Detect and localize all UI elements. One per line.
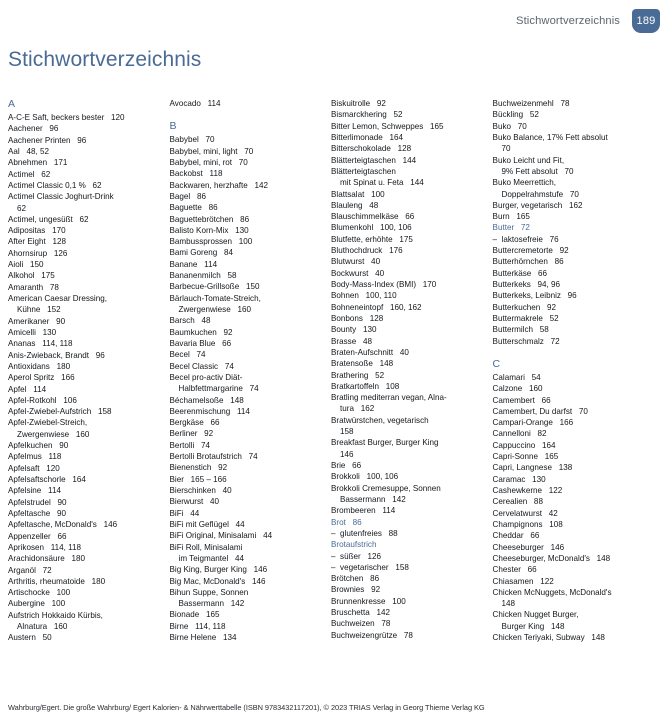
index-entry-continuation: Alnatura 160 (17, 622, 68, 632)
index-letter-heading: A (8, 98, 16, 110)
index-entry: Arthritis, rheumatoide 180 (8, 576, 106, 586)
index-entry: Aachener Printen 96 (8, 135, 87, 145)
index-entry: Bihun Suppe, Sonnen (169, 587, 249, 597)
index-entry: Apfelsine 114 (8, 486, 61, 496)
index-entry: Calamari 54 (492, 372, 541, 382)
footer-copyright: Wahrburg/Egert. Die große Wahrburg/ Egert Kalorien- & Nährwerttabelle (ISBN 9783432117201), © 2023 TRIAS Verlag in Georg Thieme Verlag KG (8, 703, 485, 712)
index-entry: Bohneneintopf 160, 162 (331, 302, 422, 312)
index-entry: Arganöl 72 (8, 565, 52, 575)
index-entry-continuation: Halbfettmargarine 74 (178, 384, 259, 394)
index-letter-heading: C (492, 357, 501, 370)
index-entry: Buko Leicht und Fit, (492, 155, 565, 165)
page-title: Stichwortverzeichnis (8, 48, 202, 71)
index-entry: Butterkuchen 92 (492, 302, 556, 312)
index-entry: Antioxidans 180 (8, 361, 71, 371)
index-entry: Bismarckhering 52 (331, 110, 403, 120)
index-entry: Buchweizenmehl 78 (492, 99, 570, 108)
index-entry: Big Mac, McDonald's 146 (169, 576, 266, 586)
index-entry: Bierwurst 40 (169, 497, 219, 507)
index-entry: Breakfast Burger, Burger King (331, 438, 439, 448)
index-entry: Béchamelsoße 148 (169, 395, 244, 405)
running-header (516, 8, 660, 34)
index-entry: Aprikosen 114, 118 (8, 542, 82, 552)
index-letter-heading: B (169, 120, 177, 133)
running-header-title: Stichwortverzeichnis (516, 15, 620, 27)
index-entry: Abnehmen 171 (8, 158, 68, 168)
index-entry: Brathering 52 (331, 370, 385, 380)
index-entry: Caramac 130 (492, 474, 546, 484)
index-entry: Buchweizengrütze 78 (331, 630, 413, 640)
index-entry: Bratensoße 148 (331, 359, 394, 369)
index-entry: American Caesar Dressing, (8, 294, 107, 303)
index-entry: Bohnen 100, 110 (331, 291, 397, 301)
index-entry: Apfelmus 118 (8, 452, 62, 462)
index-entry: Backwaren, herzhafte 142 (169, 180, 269, 190)
index-entry: Bagel 86 (169, 191, 206, 201)
index-entry: Bärlauch-Tomate-Streich, (169, 293, 261, 303)
index-entry: Calzone 160 (492, 384, 543, 394)
index-entry: Aperol Spritz 166 (8, 373, 75, 383)
index-entry: Butterschmalz 72 (492, 336, 560, 346)
index-column-2 (170, 98, 330, 680)
index-entry: Apfel-Zwiebel-Streich, (8, 418, 88, 428)
index-entry: Blauleng 48 (331, 200, 379, 210)
index-entry: Barsch 48 (169, 316, 211, 326)
index-entry: Actimel Classic 0,1 % 62 (8, 180, 102, 190)
index-entry: Baguettebrötchen 86 (169, 214, 250, 224)
index-entry: Brokkoli Cremesuppe, Sonnen (331, 483, 441, 493)
index-entry-continuation: Doppelrahmstufe 70 (501, 189, 579, 199)
index-entry: Actimel, ungesüßt 62 (8, 214, 89, 224)
index-entry: Buttermakrele 52 (492, 313, 559, 323)
index-entry: Anis-Zwieback, Brandt 96 (8, 350, 105, 360)
index-entry: – glutenfreies 88 (331, 528, 398, 538)
index-entry: Blätterteigtaschen (331, 166, 396, 176)
index-entry: Bienenstich 92 (169, 463, 228, 473)
index-entry: Baguette 86 (169, 203, 218, 213)
index-entry: Brie 66 (331, 461, 362, 470)
index-entry: Campari-Orange 166 (492, 418, 574, 428)
index-entry: Bratwürstchen, vegetarisch (331, 415, 429, 425)
index-entry: – vegetarischer 158 (331, 562, 409, 572)
index-entry: Bitterlimonade 164 (331, 132, 404, 142)
index-entry: Buchweizen 78 (331, 619, 391, 629)
page-number-badge: 189 (632, 9, 660, 33)
index-column-3 (331, 98, 491, 680)
index-entry: Butter 72 (492, 223, 530, 233)
index-entry: Barbecue-Grillsoße 150 (169, 282, 260, 292)
index-entry: Babybel, mini, rot 70 (169, 157, 248, 167)
index-entry-continuation: Burger King 148 (501, 621, 565, 631)
index-entry: Brownies 92 (331, 585, 381, 595)
index-entry: Brötchen 86 (331, 574, 380, 584)
index-entry: Avocado 114 (169, 99, 221, 108)
index-entry: Apfel-Zwiebel-Aufstrich 158 (8, 407, 112, 417)
index-entry: Backobst 118 (169, 169, 223, 179)
index-entry: Adipositas 170 (8, 226, 66, 236)
index-entry: Blauschimmelkäse 66 (331, 212, 415, 222)
index-entry: Brot 86 (331, 517, 362, 527)
index-entry: BiFi mit Geflügel 44 (169, 519, 245, 529)
index-entry: Champignons 108 (492, 519, 563, 529)
index-entry: Brasse 48 (331, 336, 372, 346)
index-entry: Cappuccino 164 (492, 440, 556, 450)
index-entry-continuation: Zwergenwiese 160 (17, 429, 90, 439)
index-entry: Apfel-Rotkohl 106 (8, 395, 77, 405)
index-entry: Amicelli 130 (8, 327, 57, 337)
index-entry: After Eight 128 (8, 237, 67, 247)
index-entry: Bratling mediterran vegan, Alna- (331, 393, 447, 403)
index-entry: Birne 114, 118 (169, 621, 226, 631)
index-entry: BiFi 44 (169, 508, 200, 518)
index-entry: Ahornsirup 126 (8, 248, 68, 258)
index-spacer (493, 347, 666, 358)
index-entry: Bückling 52 (492, 110, 539, 120)
index-entry: Beerenmischung 114 (169, 406, 250, 416)
index-entry: Biskuitrolle 92 (331, 99, 386, 108)
index-entry: Cheeseburger, McDonald's 148 (492, 553, 611, 563)
index-entry-continuation: tura 162 (340, 404, 375, 414)
index-entry: Butterkäse 66 (492, 268, 547, 278)
index-entry: Buko Meerrettich, (492, 178, 556, 188)
index-entry-continuation: 70 (501, 144, 511, 154)
index-entry: Bionade 165 (169, 610, 220, 620)
index-entry: Blutwurst 40 (331, 257, 381, 267)
index-entry: Babybel, mini, light 70 (169, 146, 254, 156)
index-entry-continuation: im Teigmantel 44 (178, 553, 245, 563)
index-entry: Braten-Aufschnitt 40 (331, 347, 409, 357)
index-entry: Bierschinken 40 (169, 486, 232, 495)
index-entry: Cheddar 66 (492, 531, 540, 541)
index-column-1 (8, 98, 168, 680)
index-entry: Amerikaner 90 (8, 316, 66, 326)
index-entry: Big King, Burger King 146 (169, 565, 268, 575)
index-entry: Birne Helene 134 (169, 633, 237, 643)
index-entry: Chester 66 (492, 565, 537, 575)
index-entry: Becel 74 (169, 350, 206, 360)
index-entry: Bratkartoffeln 108 (331, 381, 400, 391)
index-entry: Bluthochdruck 176 (331, 246, 403, 256)
index-entry-continuation: mit Spinat u. Feta 144 (340, 178, 424, 188)
index-entry: Burger, vegetarisch 162 (492, 200, 583, 210)
index-entry-continuation: 158 (340, 427, 354, 437)
index-entry: Bitterschokolade 128 (331, 144, 412, 154)
index-entry: Alkohol 175 (8, 271, 55, 281)
index-entry: Cheeseburger 146 (492, 542, 565, 552)
index-entry: Brunnenkresse 100 (331, 596, 406, 606)
index-entry: Bier 165 – 166 (169, 474, 227, 484)
index-entry: Chicken Teriyaki, Subway 148 (492, 633, 605, 643)
index-entry: Becel pro-activ Diät- (169, 372, 243, 382)
index-entry: Apfeltasche 90 (8, 508, 67, 518)
index-entry: Babybel 70 (169, 135, 215, 145)
index-entry: Artischocke 100 (8, 588, 71, 598)
index-entry: – süßer 126 (331, 551, 381, 561)
index-entry: Amaranth 78 (8, 282, 59, 292)
index-entry-continuation: 148 (501, 599, 516, 609)
index-entry: Cerealien 88 (492, 497, 543, 507)
index-entry: BiFi Original, Minisalami 44 (169, 531, 273, 541)
index-entry-continuation: 62 (17, 203, 27, 213)
index-entry: Berliner 92 (169, 429, 214, 439)
index-entry: Bitter Lemon, Schweppes 165 (331, 121, 444, 131)
index-entry: Butterkeks 94, 96 (492, 280, 561, 289)
index-entry: Blätterteigtaschen 144 (331, 155, 417, 165)
index-entry: Blumenkohl 100, 106 (331, 223, 412, 233)
index-entry: Brotaufstrich (331, 540, 377, 550)
index-entry: Apfelsaftschorle 164 (8, 475, 86, 484)
index-entry: BiFi Roll, Minisalami (169, 542, 243, 552)
index-entry: Bockwurst 40 (331, 268, 385, 278)
index-entry: Chiasamen 122 (492, 576, 554, 586)
index-entry: Apfelkuchen 90 (8, 441, 69, 451)
index-entry: Austern 50 (8, 633, 52, 643)
index-entry: Arachidonsäure 180 (8, 554, 85, 564)
index-column-4 (493, 98, 666, 680)
index-entry: Bertolli Brotaufstrich 74 (169, 452, 258, 462)
index-entry: Burn 165 (492, 212, 530, 222)
index-entry: Appenzeller 66 (8, 531, 67, 541)
index-entry: Blutfette, erhöhte 175 (331, 234, 413, 244)
index-entry-continuation: Kühne 152 (17, 305, 61, 315)
index-entry: Balisto Korn-Mix 130 (169, 225, 249, 235)
index-entry: Blattsalat 100 (331, 189, 385, 199)
index-entry: Bounty 130 (331, 325, 377, 335)
index-entry: Bergkäse 66 (169, 418, 220, 428)
index-entry: Apfel 114 (8, 384, 47, 394)
index-entry: Buttermilch 58 (492, 325, 549, 335)
index-entry: Aubergine 100 (8, 599, 66, 609)
index-entry: Cervelatwurst 42 (492, 508, 558, 518)
index-entry: Aal 48, 52 (8, 146, 49, 156)
index-entry: Banane 114 (169, 259, 218, 269)
index-entry: Chicken Nugget Burger, (492, 610, 579, 620)
index-columns-container (8, 98, 666, 680)
index-entry: Cannelloni 82 (492, 429, 547, 439)
index-entry: Camembert, Du darfst 70 (492, 406, 588, 416)
index-entry: Bruschetta 142 (331, 608, 390, 618)
index-entry: Ananas 114, 118 (8, 339, 73, 349)
index-entry: Butterkeks, Leibniz 96 (492, 291, 577, 301)
index-entry: Body-Mass-Index (BMI) 170 (331, 280, 437, 289)
index-entry: Camembert 66 (492, 395, 551, 405)
index-entry: Cashewkerne 122 (492, 486, 563, 495)
index-entry: Actimel Classic Joghurt-Drink (8, 192, 114, 202)
index-entry: Becel Classic 74 (169, 361, 234, 371)
index-entry-continuation: 9% Fett absolut 70 (501, 166, 574, 176)
index-entry-continuation: Zwergenwiese 160 (178, 305, 251, 314)
index-entry: Bavaria Blue 66 (169, 338, 232, 348)
index-entry: Bami Goreng 84 (169, 248, 233, 258)
index-entry: Capri, Langnese 138 (492, 463, 573, 473)
index-entry: Apfelstrudel 90 (8, 497, 67, 507)
index-spacer (170, 109, 330, 120)
index-entry: Butterhörnchen 86 (492, 257, 564, 267)
index-entry: – laktosefreie 76 (492, 234, 559, 244)
index-entry: Bananenmilch 58 (169, 271, 237, 281)
index-entry: Apfeltasche, McDonald's 146 (8, 520, 118, 530)
index-entry: Bonbons 128 (331, 313, 384, 323)
index-entry-continuation: Bassermann 142 (340, 494, 406, 504)
index-entry: Buko 70 (492, 121, 527, 131)
index-entry: Aachener 96 (8, 124, 59, 134)
index-entry: Brokkoli 100, 106 (331, 472, 399, 482)
index-entry: Buttercremetorte 92 (492, 246, 569, 256)
index-entry: Chicken McNuggets, McDonald's (492, 587, 612, 597)
index-entry: Bambussprossen 100 (169, 237, 253, 247)
index-entry: Baumkuchen 92 (169, 327, 233, 337)
index-entry-continuation: 146 (340, 449, 354, 459)
index-entry: Capri-Sonne 165 (492, 452, 559, 462)
index-entry: A-C-E Saft, beckers bester 120 (8, 113, 125, 122)
index-entry: Apfelsaft 120 (8, 463, 60, 473)
index-entry: Bertolli 74 (169, 440, 211, 450)
index-entry: Brombeeren 114 (331, 506, 396, 516)
index-entry-continuation: Bassermann 142 (178, 599, 245, 609)
index-entry: Aufstrich Hokkaido Kürbis, (8, 610, 103, 620)
index-entry: Aioli 150 (8, 260, 44, 270)
index-entry: Actimel 62 (8, 169, 51, 179)
index-entry: Buko Balance, 17% Fett absolut (492, 132, 608, 142)
